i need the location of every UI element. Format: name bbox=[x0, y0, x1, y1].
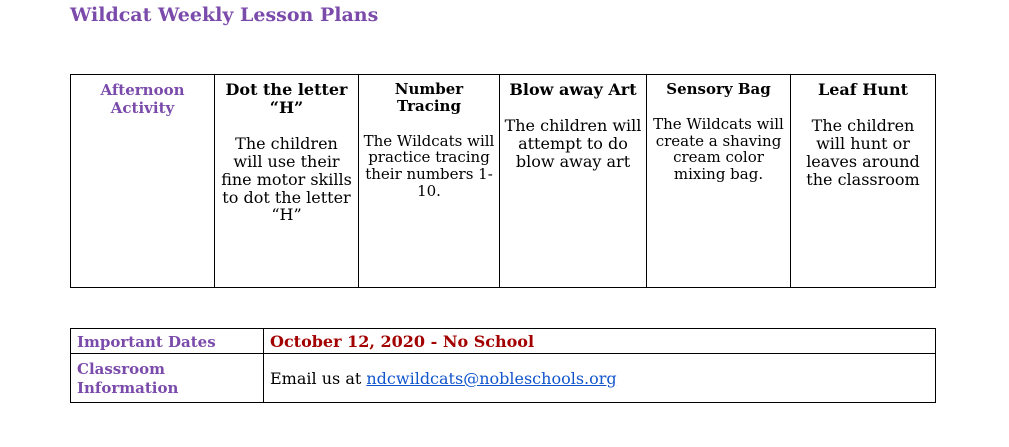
page-title: Wildcat Weekly Lesson Plans bbox=[70, 4, 379, 26]
activity-title: Leaf Hunt bbox=[817, 80, 909, 99]
activity-cell bbox=[647, 75, 791, 288]
activity-description: The children will hunt or leaves around the classroom bbox=[806, 115, 920, 189]
activity-description: The children will attempt to do blow away art bbox=[504, 115, 642, 171]
email-prefix-text: Email us at bbox=[270, 368, 367, 388]
activity-cell bbox=[791, 75, 936, 288]
important-dates-value: October 12, 2020 - No School bbox=[270, 331, 535, 351]
activity-title: Dot the letter “H” bbox=[225, 80, 348, 117]
classroom-information-value-cell bbox=[264, 354, 936, 403]
activity-cell bbox=[215, 75, 359, 288]
lesson-plan-table bbox=[70, 74, 936, 288]
email-link[interactable]: ndcwildcats@nobleschools.org bbox=[366, 368, 617, 388]
activity-title: Number Tracing bbox=[394, 80, 464, 115]
afternoon-activity-row bbox=[71, 75, 936, 288]
classroom-information-row bbox=[71, 354, 936, 403]
activity-cell bbox=[500, 75, 647, 288]
activity-description: The children will use their fine motor skills to dot the letter “H” bbox=[221, 133, 352, 225]
row-label: Afternoon Activity bbox=[100, 81, 185, 117]
activity-description: The Wildcats will practice tracing their numbers 1-10. bbox=[363, 131, 495, 200]
activity-cell bbox=[359, 75, 500, 288]
activity-title: Sensory Bag bbox=[666, 80, 771, 98]
activity-description: The Wildcats will create a shaving cream color mixing bag. bbox=[653, 114, 784, 184]
classroom-information-label-cell bbox=[71, 354, 264, 403]
info-table bbox=[70, 328, 936, 403]
activity-title: Blow away Art bbox=[509, 80, 637, 99]
important-dates-label-cell bbox=[71, 329, 264, 354]
row-label-cell bbox=[71, 75, 215, 288]
important-dates-row bbox=[71, 329, 936, 354]
important-dates-label: Important Dates bbox=[77, 332, 216, 351]
important-dates-value-cell bbox=[264, 329, 936, 354]
classroom-information-label: Classroom Information bbox=[77, 360, 179, 398]
